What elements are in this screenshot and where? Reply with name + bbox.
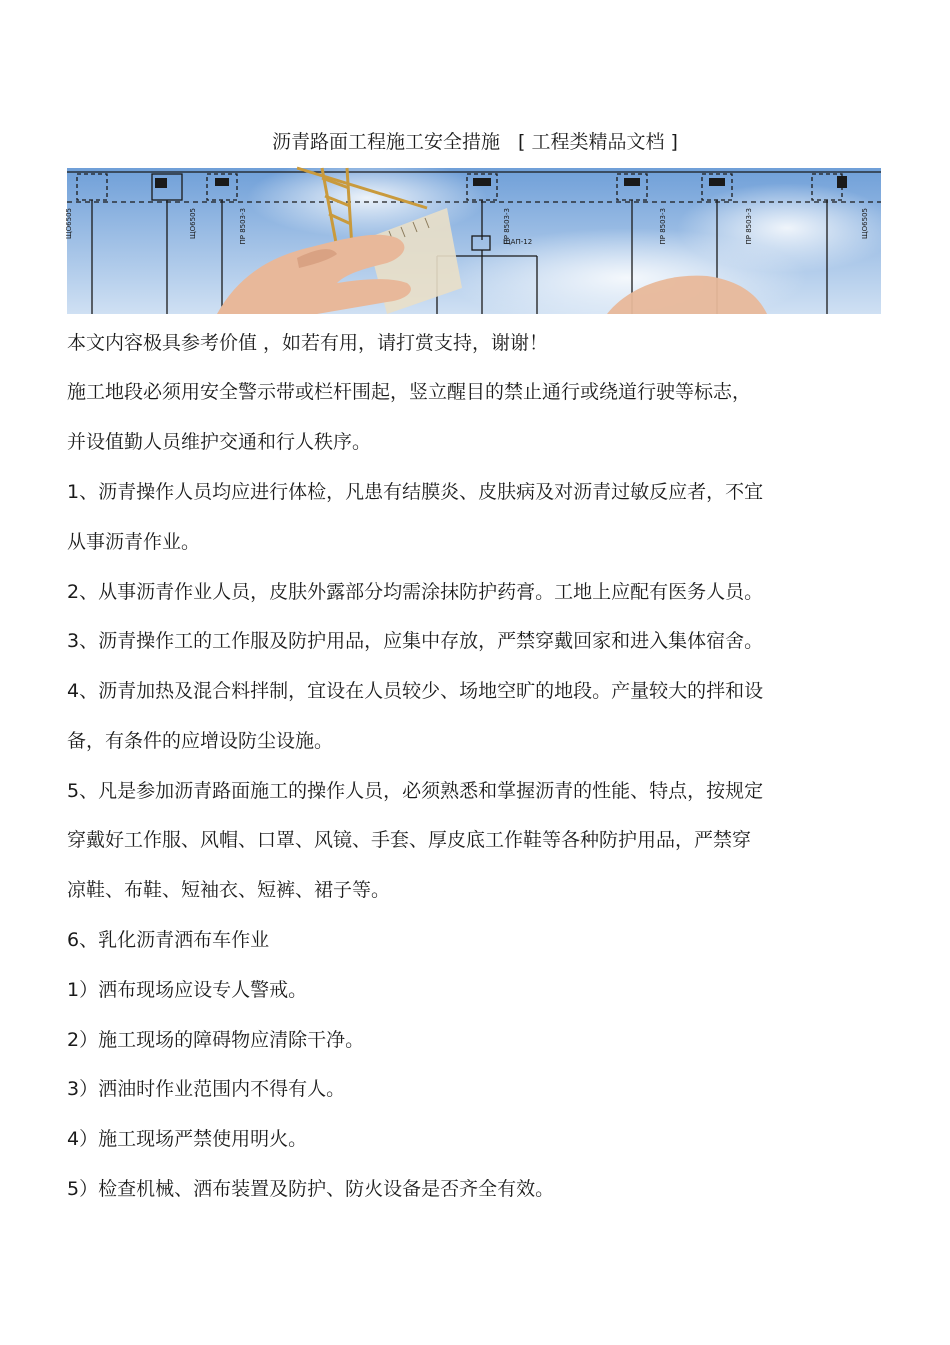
banner-label-4: ПР 8503-3 [503,208,511,245]
body-line-8: 备，有条件的应增设防尘设施。 [67,730,334,752]
banner-label-3: ПР 8503-3 [239,208,247,245]
body-line-2: 并设值勤人员维护交通和行人秩序。 [67,431,372,453]
banner-label-5: ЩАП-12 [503,238,533,246]
banner-label-6: ПР 8503-3 [659,208,667,245]
body-line-10: 穿戴好工作服、风帽、口罩、风镜、手套、厚皮底工作鞋等各种防护用品，严禁穿 [67,829,752,851]
body-line-4: 从事沥青作业。 [67,531,201,553]
body-line-11: 凉鞋、布鞋、短袖衣、短裤、裙子等。 [67,879,391,901]
title-text: 沥青路面工程施工安全措施 [272,131,501,153]
banner-label-7: ПР 8503-3 [745,208,753,245]
banner-label-8: ЩО6505 [861,208,869,239]
body-line-7: 4、沥青加热及混合料拌制，宜设在人员较少、场地空旷的地段。产量较大的拌和设 [67,680,764,702]
body-line-13: 1）洒布现场应设专人警戒。 [67,979,308,1001]
title-tag: [ 工程类精品文档 ] [518,131,678,153]
body-line-1: 施工地段必须用安全警示带或栏杆围起，竖立醒目的禁止通行或绕道行驶等标志， [67,381,752,403]
body-line-5: 2、从事沥青作业人员，皮肤外露部分均需涂抹防护药膏。工地上应配有医务人员。 [67,581,764,603]
intro-line: 本文内容极具参考价值 ，如若有用，请打赏支持，谢谢！ [67,332,549,354]
body-line-15: 3）洒油时作业范围内不得有人。 [67,1078,346,1100]
body-line-16: 4）施工现场严禁使用明火。 [67,1128,308,1150]
body-line-6: 3、沥青操作工的工作服及防护用品，应集中存放，严禁穿戴回家和进入集体宿舍。 [67,630,764,652]
banner-image [67,168,881,314]
body-line-12: 6、乳化沥青洒布车作业 [67,929,270,951]
body-line-14: 2）施工现场的障碍物应清除干净。 [67,1029,365,1051]
body-line-17: 5）检查机械、洒布装置及防护、防火设备是否齐全有效。 [67,1178,555,1200]
body-line-3: 1、沥青操作人员均应进行体检，凡患有结膜炎、皮肤病及对沥青过敏反应者，不宜 [67,481,764,503]
banner-label-2: ЩО6505 [189,208,197,239]
banner-label-1: ЩО6505 [65,208,73,239]
document-title [0,128,950,156]
body-line-9: 5、凡是参加沥青路面施工的操作人员，必须熟悉和掌握沥青的性能、特点，按规定 [67,780,764,802]
